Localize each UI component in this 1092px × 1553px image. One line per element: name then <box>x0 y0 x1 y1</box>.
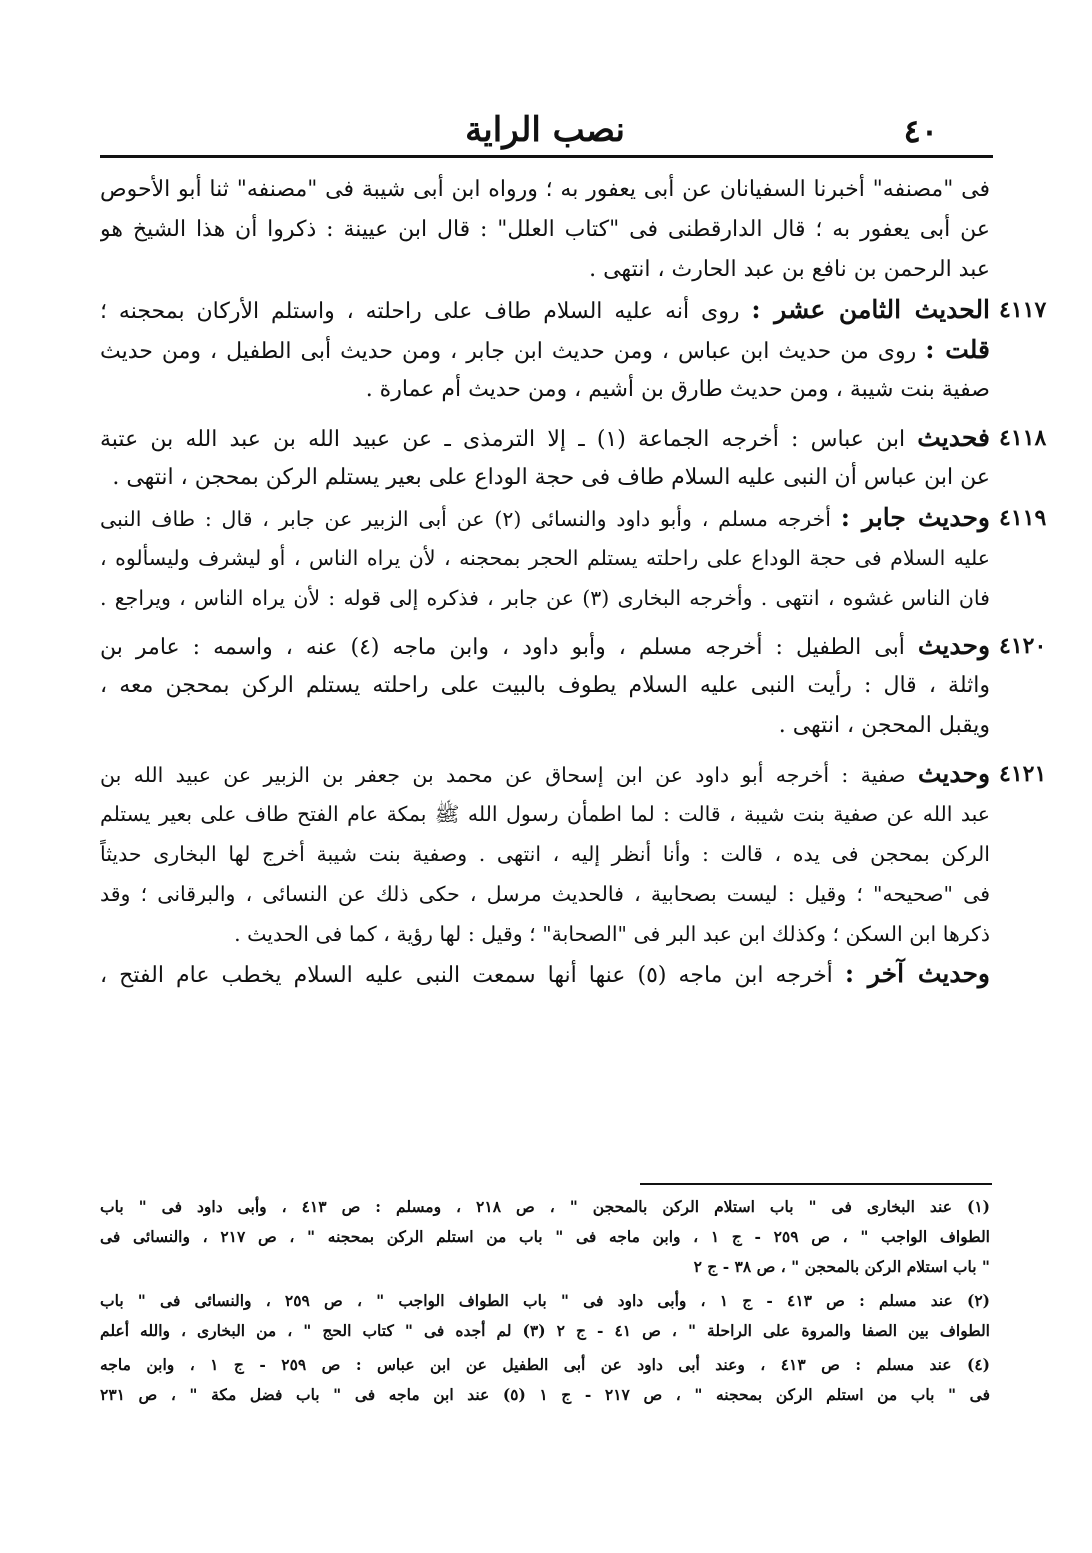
hadith-heading: الحديث الثامن عشر : <box>751 295 990 324</box>
hadith-heading: وحديث <box>917 759 990 788</box>
main-text <box>100 170 1047 994</box>
intro-paragraph <box>100 170 990 290</box>
page-number: ٤٠ <box>903 112 938 150</box>
footnote-line: (١) عند البخارى فى " باب استلام الركن بالمحجن " ، ص ٢١٨ ، ومسلم : ص ٤١٣ ، وأبى داود فى " باب <box>100 1197 990 1216</box>
text-line: واثلة ، قال : رأيت النبى عليه السلام يطوف بالبيت على راحلته يستلم الركن بمحجن معه ، <box>100 673 990 698</box>
text-line: عن أبى يعفور به ؛ قال الدارقطنى فى "كتاب العلل" : قال ابن عيينة : ذكروا أن هذا الشيخ هو <box>100 217 990 242</box>
hadith-4118 <box>100 418 1047 498</box>
footnote-line: (٤) عند مسلم : ص ٤١٣ ، وعند أبى داود عن أبى الطفيل عن ابن عباس : ص ٢٥٩ - ج ١ ، وابن ماجه <box>100 1355 990 1374</box>
text-line: وحديث أبى الطفيل : أخرجه مسلم ، وأبو داود ، وابن ماجه (٤) عنه ، واسمه : عامر بن <box>100 631 990 660</box>
hadith-heading: وحديث آخر : <box>844 959 990 988</box>
text-line: عبد الله عن صفية بنت شيبة ، قالت : لما اطمأن رسول الله ﷺ بمكة عام الفتح طاف على بعير يستلم <box>100 802 990 826</box>
text-line: صفية بنت شيبة ، ومن حديث طارق بن أشيم ، ومن حديث أم عمارة . <box>365 377 990 402</box>
hadith-other <box>100 954 990 994</box>
text-line: وحديث صفية : أخرجه أبو داود عن ابن إسحاق عن محمد بن جعفر بن الزبير عن عبيد الله بن <box>100 759 990 788</box>
text-line: فحديث ابن عباس : أخرجه الجماعة (١) ـ إلا الترمذى ـ عن عبيد الله بن عبد الله بن عتبة <box>100 423 990 452</box>
text-line: وحديث آخر : أخرجه ابن ماجه (٥) عنها أنها سمعت النبى عليه السلام يخطب عام الفتح ، <box>100 959 990 988</box>
text-line: ويقبل المحجن ، انتهى . <box>778 713 990 738</box>
hadith-4119 <box>100 498 1047 618</box>
hadith-heading: وحديث جابر : <box>840 503 990 532</box>
hadith-number: ٤١٢٠ <box>999 633 1047 659</box>
text-line: الركن بمحجن فى يده ، قالت : وأنا أنظر إليه ، انتهى . وصفية بنت شيبة أخرج لها البخارى حديثاً <box>100 842 990 866</box>
page-header <box>100 108 990 152</box>
text-line: ذكرها ابن السكن ؛ وكذلك ابن عبد البر فى "الصحابة" ؛ وقيل : لها رؤية ، كما فى الحديث . <box>234 922 990 946</box>
footnotes <box>100 1192 990 1410</box>
text-line: وحديث جابر : أخرجه مسلم ، وأبو داود والنسائى (٢) عن أبى الزبير عن جابر ، قال : طاف النبى <box>100 503 990 532</box>
footnote-line: (٢) عند مسلم : ص ٤١٣ - ج ١ ، وأبى داود فى " باب الطواف الواجب " ، ص ٢٥٩ ، والنسائى فى " باب <box>100 1291 990 1310</box>
footnote-line: " باب استلام الركن بالمحجن " ، ص ٣٨ - ج ٢ <box>693 1257 990 1276</box>
text-line: فى "صحيحه" ؛ وقيل : ليست بصحابية ، فالحديث مرسل ، حكى ذلك عن النسائى ، والبرقانى ؛ وقد <box>100 882 990 906</box>
footnote-line: الطواف بين الصفا والمروة على الراحلة " ، ص ٤١ - ج ٢ (٣) لم أجده فى " كتاب الحج " ، من البخارى ، والله أعلم <box>100 1321 990 1340</box>
hadith-number: ٤١١٨ <box>999 425 1047 451</box>
hadith-4121 <box>100 754 1047 954</box>
text-line: قلت : روى من حديث ابن عباس ، ومن حديث ابن جابر ، ومن حديث أبى الطفيل ، ومن حديث <box>100 335 990 364</box>
hadith-heading: فحديث <box>917 423 990 452</box>
hadith-number: ٤١٢١ <box>999 761 1047 787</box>
hadith-number: ٤١١٩ <box>999 505 1047 531</box>
hadith-4117 <box>100 290 1047 410</box>
running-title: نصب الراية <box>465 110 625 150</box>
text-line: فى "مصنفه" أخبرنا السفيانان عن أبى يعفور به ؛ ورواه ابن أبى شيبة فى "مصنفه" ثنا أبو الأحوص <box>100 177 990 202</box>
text-line: الحديث الثامن عشر : روى أنه عليه السلام طاف على راحلته ، واستلم الأركان بمحجنه ؛ <box>100 295 990 324</box>
text-line: عبد الرحمن بن نافع بن عبد الحارث ، انتهى . <box>589 257 990 282</box>
text-line: عليه السلام فى حجة الوداع على راحلته يستلم الحجر بمحجنه ، لأن يراه الناس ، أو ليشرف وليسألوه ، <box>100 546 990 570</box>
hadith-4120 <box>100 626 1047 746</box>
qultu-label: قلت : <box>925 335 990 364</box>
header-rule <box>100 155 993 158</box>
footnote-rule <box>640 1183 992 1185</box>
footnote-line: فى " باب من استلم الركن بمحجنه " ، ص ٢١٧ - ج ١ (٥) عند ابن ماجه فى " باب فضل مكة " ، ص ٢٣١ <box>100 1385 990 1404</box>
text-line: فان الناس غشوه ، انتهى . وأخرجه البخارى (٣) عن جابر ، فذكره إلى قوله : لأن يراه الناس ، ويراجع . <box>100 586 990 610</box>
hadith-number: ٤١١٧ <box>999 297 1047 323</box>
footnote-line: الطواف الواجب " ، ص ٢٥٩ - ج ١ ، وابن ماجه فى " باب من استلم الركن بمحجنه " ، ص ٢١٧ ، والنسائى فى <box>100 1227 990 1246</box>
text-line: عن ابن عباس أن النبى عليه السلام طاف فى حجة الوداع على بعير يستلم الركن بمحجن ، انتهى . <box>112 465 990 490</box>
hadith-heading: وحديث <box>917 631 990 660</box>
